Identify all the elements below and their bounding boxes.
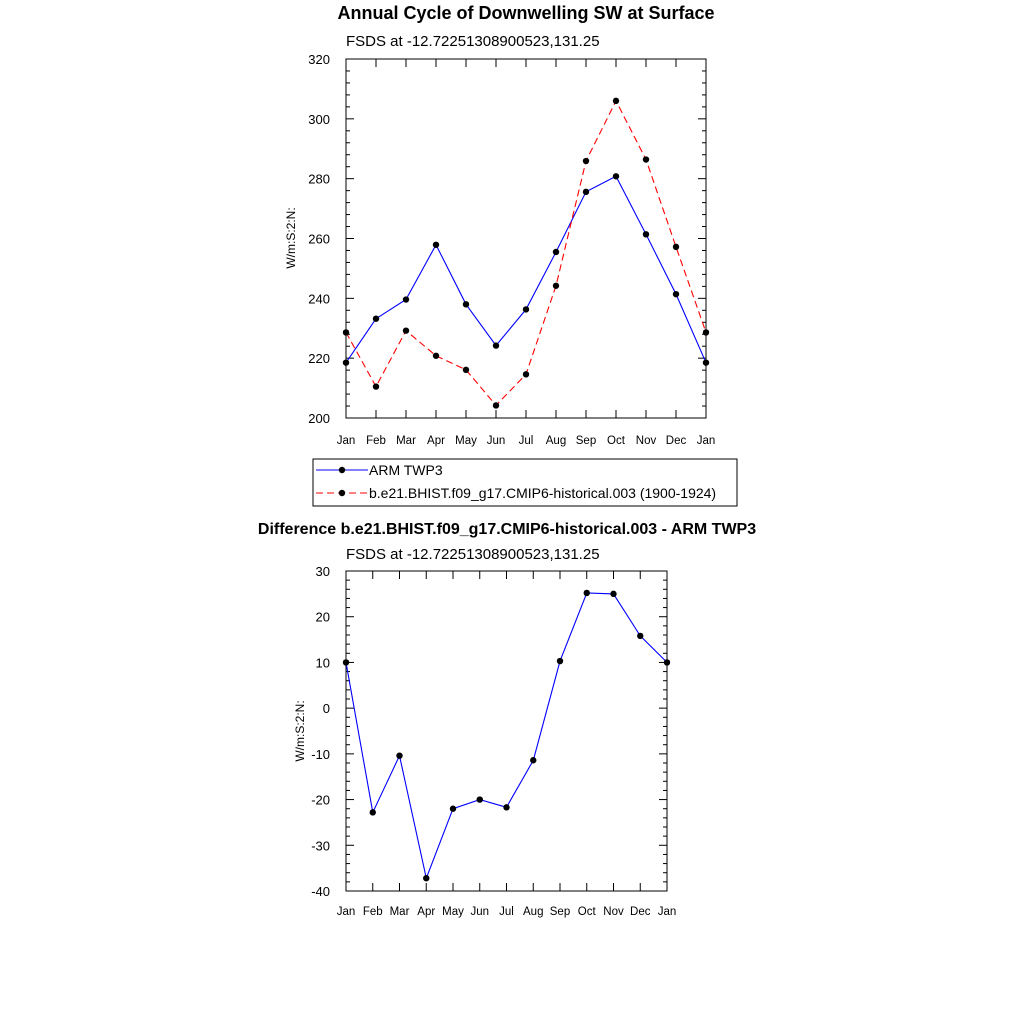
y-tick-label: 20 [315,609,330,625]
data-point-1 [523,371,529,377]
x-tick-label: Mar [396,435,416,447]
data-point-0 [343,359,349,365]
data-point-0 [643,231,649,237]
legend-label-model: b.e21.BHIST.f09_g17.CMIP6-historical.003 (1900-1924) [369,485,717,501]
plot-frame [346,59,706,418]
data-point-1 [493,402,499,408]
y-tick-label: -20 [311,792,330,808]
axis-ticks [311,564,676,918]
data-point-0 [557,658,563,664]
series-layer [343,590,670,882]
x-tick-label: Jan [336,435,356,447]
x-tick-label: May [455,435,477,447]
x-tick-label: Apr [417,906,436,918]
data-point-0 [477,796,483,802]
y-tick-label: 30 [315,564,330,579]
data-point-0 [664,659,670,665]
chart-title: Annual Cycle of Downwelling SW at Surface [337,3,715,23]
x-tick-label: Jun [470,906,490,918]
data-point-0 [673,291,679,297]
data-point-0 [493,342,499,348]
legend-marker-model [339,490,345,496]
annual-cycle-chart [284,3,737,506]
data-point-1 [403,327,409,333]
data-point-0 [583,189,589,195]
x-tick-label: Oct [607,435,625,447]
series-line-1 [346,101,706,406]
y-axis-label: W/m:S:2:N: [284,207,298,269]
data-point-0 [373,315,379,321]
data-point-0 [584,590,590,596]
x-tick-label: Jan [696,435,716,447]
x-tick-label: Dec [665,435,687,447]
data-point-1 [463,367,469,373]
x-tick-label: Nov [635,435,657,447]
y-tick-label: 260 [308,231,330,247]
data-point-1 [643,156,649,162]
data-point-1 [583,158,589,164]
x-tick-label: Aug [523,906,544,918]
y-tick-label: 200 [308,411,330,426]
x-tick-label: Jun [486,435,506,447]
data-point-0 [343,659,349,665]
series-line-0 [346,593,667,878]
data-point-1 [343,329,349,335]
data-point-0 [396,752,402,758]
data-point-1 [613,98,619,104]
data-point-0 [403,296,409,302]
x-tick-label: Mar [389,906,410,918]
y-tick-label: 300 [308,111,330,127]
x-tick-label: Oct [577,906,596,918]
x-tick-label: Sep [575,435,597,447]
data-point-0 [503,804,509,810]
legend [313,459,737,506]
x-tick-label: Aug [545,435,567,447]
y-tick-label: 0 [322,701,330,717]
difference-chart [258,521,756,918]
data-point-0 [610,591,616,597]
data-point-0 [613,173,619,179]
data-point-0 [523,306,529,312]
x-tick-label: Jan [657,906,677,918]
data-point-0 [530,757,536,763]
y-axis-label: W/m:S:2:N: [293,700,307,762]
chart-title: Difference b.e21.BHIST.f09_g17.CMIP6-historical.003 - ARM TWP3 [257,521,757,538]
y-tick-label: -40 [311,884,330,899]
x-tick-label: May [442,906,464,918]
y-tick-label: 240 [308,291,330,307]
data-point-0 [553,249,559,255]
x-tick-label: Feb [366,435,386,447]
x-tick-label: Jul [518,435,534,447]
y-tick-label: 10 [315,655,330,671]
data-point-0 [637,633,643,639]
x-tick-label: Jan [336,906,356,918]
data-point-0 [450,806,456,812]
plot-frame [346,571,667,891]
data-point-1 [703,329,709,335]
y-tick-label: 280 [308,171,330,187]
chart-subtitle: FSDS at -12.72251308900523,131.25 [346,546,600,563]
x-tick-label: Dec [630,906,651,918]
x-tick-label: Feb [362,906,383,918]
data-point-0 [433,242,439,248]
data-point-1 [553,283,559,289]
data-point-0 [423,875,429,881]
y-tick-label: 320 [308,52,330,67]
data-point-1 [673,244,679,250]
data-point-0 [463,301,469,307]
x-tick-label: Apr [427,435,445,447]
series-layer [343,98,709,409]
data-point-1 [373,383,379,389]
data-point-0 [703,359,709,365]
y-tick-label: 220 [308,351,330,367]
x-tick-label: Sep [549,906,571,918]
series-line-0 [346,176,706,362]
x-tick-label: Jul [499,906,514,918]
data-point-1 [433,353,439,359]
legend-label-arm: ARM TWP3 [369,462,443,478]
y-tick-label: -10 [311,746,330,762]
legend-marker-arm [339,467,345,473]
x-tick-label: Nov [603,906,624,918]
y-tick-label: -30 [311,838,330,854]
data-point-0 [370,809,376,815]
chart-subtitle: FSDS at -12.72251308900523,131.25 [346,33,600,50]
